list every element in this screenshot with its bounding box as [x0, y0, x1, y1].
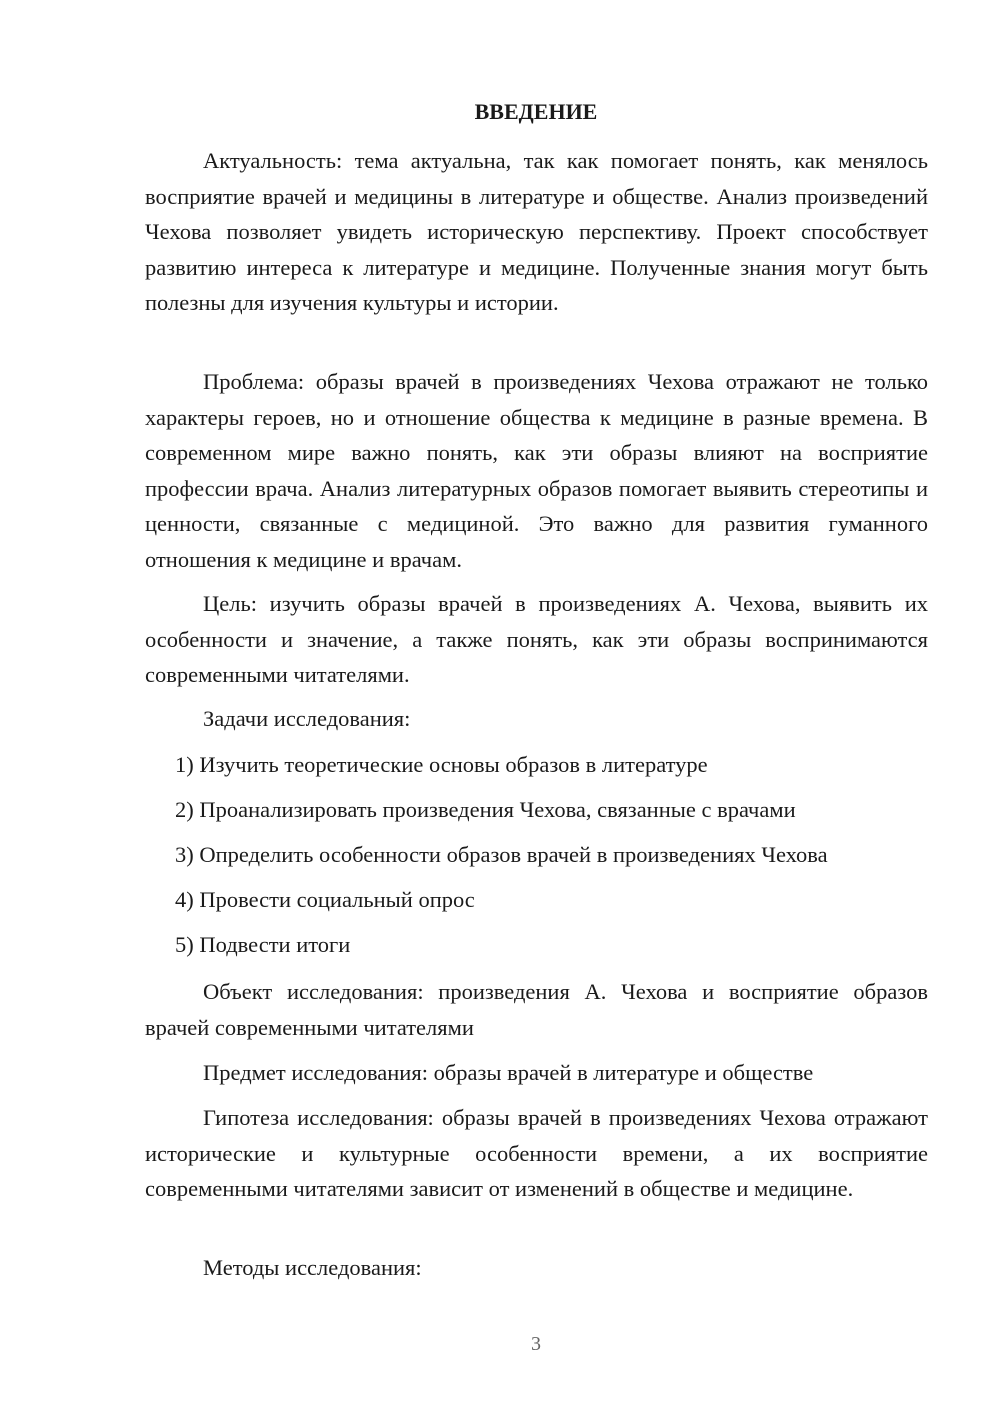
- tasks-heading: Задачи исследования:: [203, 706, 411, 731]
- problem-paragraph: Проблема: образы врачей в произведениях Чехова отражают не только характеры героев, но и отношение общества к медицине в разные времена. В современном мире важно понять, как эти образы влияют на восприятие профессии врача. Анализ литературных образов помогает выявить стереотипы и ценности, связанные с медициной. Это важно для развития гуманного отношения к медицине и врачам.: [145, 369, 928, 572]
- subject-paragraph: Предмет исследования: образы врачей в литературе и обществе: [203, 1060, 814, 1085]
- goal-paragraph: Цель: изучить образы врачей в произведениях А. Чехова, выявить их особенности и значение, а также понять, как эти образы воспринимаются современными читателями.: [145, 591, 928, 687]
- task-item: 3) Определить особенности образов врачей в произведениях Чехова: [175, 842, 828, 867]
- page-number: 3: [531, 1333, 541, 1355]
- task-item: 5) Подвести итоги: [175, 932, 351, 957]
- section-title: ВВЕДЕНИЕ: [474, 99, 598, 124]
- task-item: 1) Изучить теоретические основы образов в литературе: [175, 752, 708, 777]
- task-item: 4) Провести социальный опрос: [175, 887, 475, 912]
- object-paragraph: Объект исследования: произведения А. Чехова и восприятие образов врачей современными читателями: [145, 979, 928, 1040]
- task-item: 2) Проанализировать произведения Чехова, связанные с врачами: [175, 797, 796, 822]
- hypothesis-paragraph: Гипотеза исследования: образы врачей в произведениях Чехова отражают исторические и культурные особенности времени, а их восприятие современными читателями зависит от изменений в обществе и медицине.: [145, 1105, 928, 1201]
- methods-heading: Методы исследования:: [203, 1255, 422, 1280]
- relevance-paragraph: Актуальность: тема актуальна, так как помогает понять, как менялось восприятие врачей и медицины в литературе и обществе. Анализ произведений Чехова позволяет увидеть историческую перспективу. Проект способствует развитию интереса к литературе и медицине. Полученные знания могут быть полезны для изучения культуры и истории.: [145, 148, 928, 315]
